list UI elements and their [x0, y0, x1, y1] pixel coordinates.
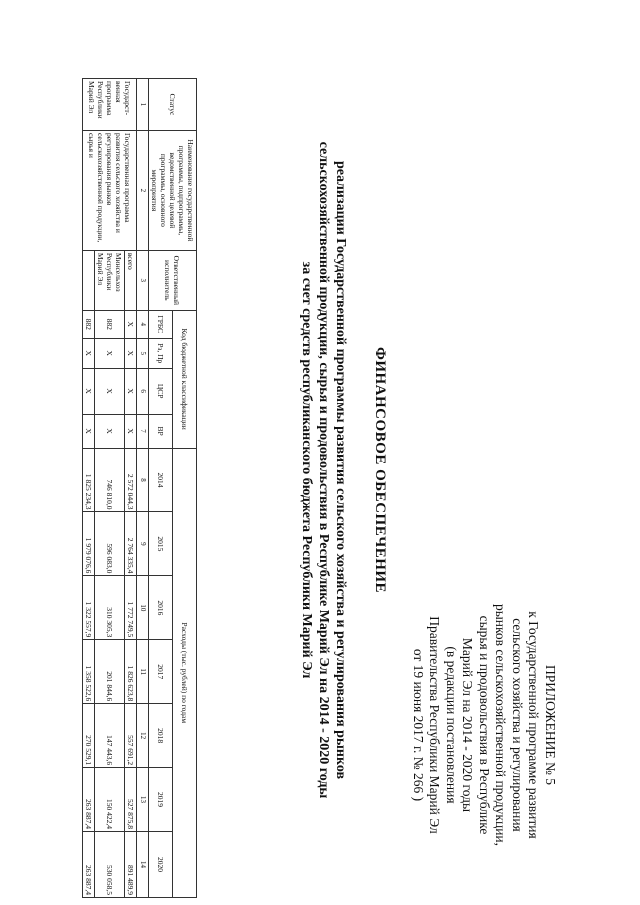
value-cell: 1 979 076,6 [83, 512, 95, 576]
header-vr: ВР [149, 414, 173, 448]
grbs-cell: 882 [83, 310, 95, 338]
header-year: 2017 [149, 640, 173, 704]
column-number: 8 [137, 448, 149, 512]
appendix-line: (в редакции постановления [444, 646, 459, 804]
header-budget-code: Код бюджетной классификации [173, 310, 197, 448]
header-year: 2014 [149, 448, 173, 512]
column-number-row [137, 79, 149, 898]
appendix-line: к Государственной программе развития [526, 611, 542, 839]
status-cell: Государст-венная программа Республики Марий Эл [83, 79, 137, 131]
subtitle-line-1: реализации Государственной программы развития сельского хозяйства и регулирования рынков [333, 160, 348, 780]
value-cell: 530 058,5 [95, 831, 125, 897]
vr-cell: Х [125, 414, 137, 448]
header-rz-pr: Рз, Пр [149, 338, 173, 368]
header-expenses: Расходы (тыс. рублей) по годам [173, 448, 197, 897]
value-cell: 270 529,1 [83, 704, 95, 768]
value-cell: 1 772 749,5 [125, 576, 137, 640]
column-number: 6 [137, 368, 149, 414]
rz-pr-cell: Х [83, 338, 95, 368]
value-cell: 2 764 335,4 [125, 512, 137, 576]
program-name-cell: Государственная программа развития сельского хозяйства и регулирования рынков сельскохозяйственной продукции, сырья и [83, 130, 137, 250]
column-number: 12 [137, 704, 149, 768]
column-number: 1 [137, 79, 149, 131]
subtitle-line-3: за счет средств республиканского бюджета Республики Марий Эл [299, 261, 314, 679]
value-cell: 263 887,4 [83, 831, 95, 897]
value-cell: 527 875,8 [125, 768, 137, 832]
value-cell: 1 322 557,9 [83, 576, 95, 640]
document-title-block [298, 70, 388, 870]
value-cell: 2 572 044,3 [125, 448, 137, 512]
subtitle-line-2: сельскохозяйственной продукции, сырья и продовольствия в Республике Марий Эл на 2014 - 2020 годы [316, 141, 331, 799]
column-number: 9 [137, 512, 149, 576]
grbs-cell: Х [125, 310, 137, 338]
header-status: Статус [149, 79, 197, 131]
rz-pr-cell: Х [95, 338, 125, 368]
value-cell: 310 305,3 [95, 576, 125, 640]
header-executor: Ответственный исполнитель [149, 250, 197, 310]
rz-pr-cell: Х [125, 338, 137, 368]
csr-cell: Х [83, 368, 95, 414]
column-number: 4 [137, 310, 149, 338]
appendix-line: ПРИЛОЖЕНИЕ № 5 [543, 664, 558, 786]
column-number: 11 [137, 640, 149, 704]
column-number: 14 [137, 831, 149, 897]
vr-cell: Х [95, 414, 125, 448]
header-name: Наименование государственной программы, подпрограммы, ведомственной целевой программы, основного мероприятия [149, 130, 197, 250]
csr-cell: Х [125, 368, 137, 414]
header-year: 2019 [149, 768, 173, 832]
header-csr: ЦСР [149, 368, 173, 414]
table-row [125, 79, 137, 898]
header-year: 2016 [149, 576, 173, 640]
column-number: 10 [137, 576, 149, 640]
value-cell: 150 422,4 [95, 768, 125, 832]
csr-cell: Х [95, 368, 125, 414]
value-cell: 557 691,2 [125, 704, 137, 768]
value-cell: 596 083,0 [95, 512, 125, 576]
appendix-line: Правительства Республики Марий Эл [427, 616, 443, 834]
appendix-line: сырья и продовольствия в Республике [477, 615, 492, 835]
header-grbs: ГРБС [149, 310, 173, 338]
document-title: ФИНАНСОВОЕ ОБЕСПЕЧЕНИЕ [372, 346, 388, 594]
header-year: 2018 [149, 704, 173, 768]
value-cell: 746 810,0 [95, 448, 125, 512]
appendix-line: рынков сельскохозяйственной продукции, [493, 603, 509, 847]
value-cell: 263 887,4 [83, 768, 95, 832]
appendix-header [410, 555, 559, 895]
value-cell: 1 826 623,8 [125, 640, 137, 704]
vr-cell: Х [83, 414, 95, 448]
value-cell: 891 489,9 [125, 831, 137, 897]
value-cell: 147 443,6 [95, 704, 125, 768]
value-cell: 1 358 522,6 [83, 640, 95, 704]
executor-cell [83, 250, 95, 310]
column-number: 7 [137, 414, 149, 448]
grbs-cell: 882 [95, 310, 125, 338]
appendix-line: от 19 июня 2017 г. № 266 ) [411, 648, 426, 802]
financing-table [82, 78, 197, 898]
value-cell: 1 825 234,3 [83, 448, 95, 512]
value-cell: 201 844,6 [95, 640, 125, 704]
appendix-line: сельского хозяйства и регулирования [510, 618, 525, 832]
appendix-line: Марий Эл на 2014 - 2020 годы [460, 637, 476, 813]
column-number: 5 [137, 338, 149, 368]
header-year: 2020 [149, 831, 173, 897]
executor-cell: Минсельхоз Республики Марий Эл [95, 250, 125, 310]
executor-cell: всего [125, 250, 137, 310]
column-number: 2 [137, 130, 149, 250]
header-year: 2015 [149, 512, 173, 576]
column-number: 13 [137, 768, 149, 832]
column-number: 3 [137, 250, 149, 310]
table-header-row [173, 79, 197, 898]
